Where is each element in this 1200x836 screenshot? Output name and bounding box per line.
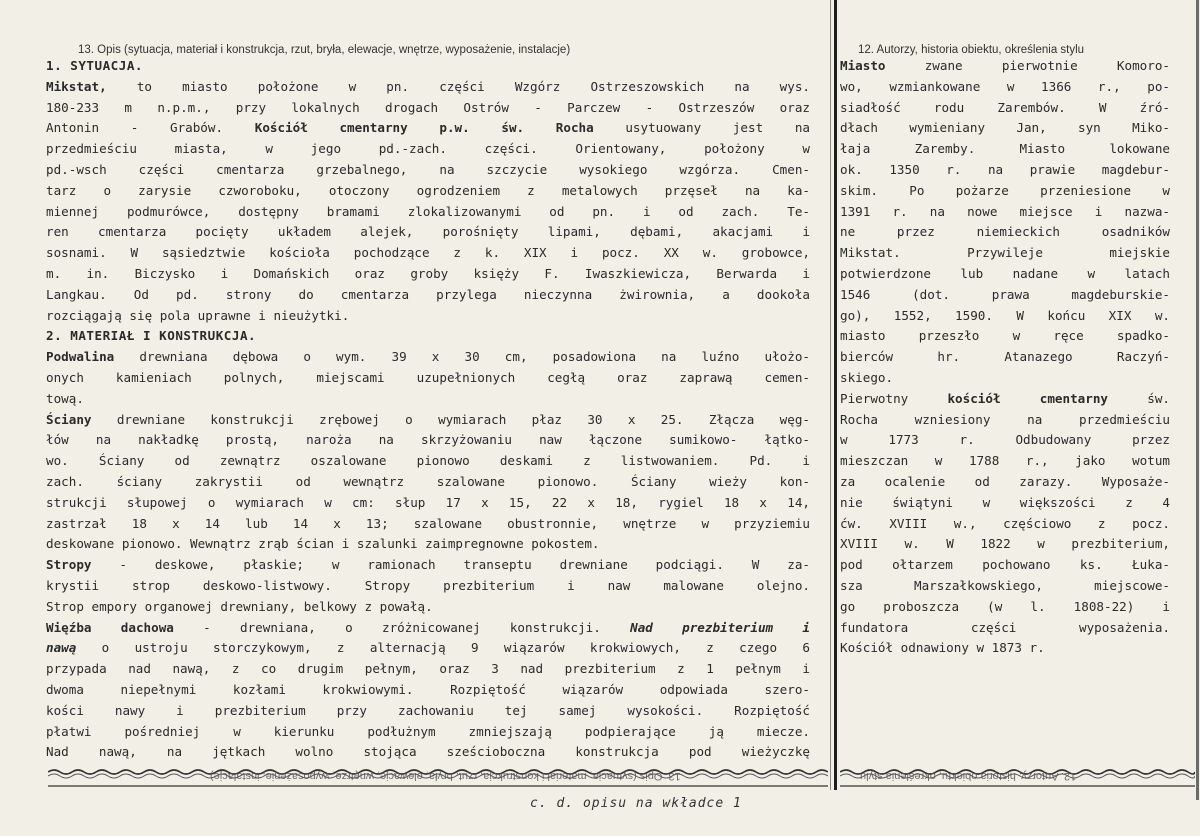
body-text: miasto przeszło w ręce spadko- — [840, 328, 1170, 344]
section-12-header: 12. Autorzy, historia obiektu, określenia stylu — [858, 44, 1085, 56]
body-text: Antonin - Grabów. — [46, 120, 255, 136]
body-text: XVIII w. W 1822 w prezbiterium, — [840, 536, 1170, 552]
text-line — [46, 742, 810, 763]
body-text: deskowane pionowo. Wewnątrz zrąb ścian i szalunki zaimpregnowne pokostem. — [46, 536, 600, 552]
body-text: pod ołtarzem pochowano ks. Łuka- — [840, 557, 1170, 573]
text-line — [840, 264, 1170, 285]
text-line — [46, 77, 810, 98]
body-text: drewniana dębowa o wym. 39 x 30 cm, posadowiona na luźno ułożo- — [114, 349, 810, 365]
text-line — [840, 285, 1170, 306]
text-line — [46, 264, 810, 285]
text-line — [46, 576, 810, 597]
body-text: wo, wzmiankowane w 1366 r., po- — [840, 78, 1170, 94]
body-text: Langkau. Od pd. strony do cmentarza przylega nieczynna żwirownia, a dookoła — [46, 286, 810, 302]
body-text: go), 1552, 1590. W końcu XIX w. — [840, 307, 1170, 323]
text-line — [840, 139, 1170, 160]
body-text: skim. Po pożarze przeniesione w — [840, 182, 1170, 198]
section-heading: 1. SYTUACJA. — [46, 58, 143, 73]
text-line — [840, 597, 1170, 618]
emphasis-text: Ściany — [46, 411, 92, 427]
body-text: krystii strop deskowo-listwowy. Stropy prezbiterium i naw malowane olejno. — [46, 577, 810, 593]
text-line — [840, 243, 1170, 264]
text-line — [46, 98, 810, 119]
text-line — [840, 430, 1170, 451]
text-line — [46, 139, 810, 160]
text-line — [840, 534, 1170, 555]
body-text: fundatora części wyposażenia. — [840, 619, 1170, 635]
body-text: dwoma niepełnymi kozłami krokwiowymi. Rozpiętość wiązarów odpowiada szero- — [46, 681, 810, 697]
text-line — [46, 181, 810, 202]
body-text: skiego. — [840, 369, 894, 385]
body-text: sosnami. W sąsiedztwie kościoła pochodzące z k. XIX i pocz. XX w. grobowce, — [46, 245, 810, 261]
column-divider — [834, 0, 837, 790]
text-line — [46, 118, 810, 139]
body-text: rozciągają się pola uprawne i nieużytki. — [46, 307, 350, 323]
emphasis-text: Kościół cmentarny p.w. św. Rocha — [254, 120, 594, 136]
body-text: zach. ściany zakrystii od wewnątrz szalowane pionowo. Ściany wieży kon- — [46, 473, 810, 489]
text-line — [46, 618, 810, 639]
text-line — [840, 77, 1170, 98]
history-column — [840, 56, 1170, 659]
text-line — [840, 618, 1170, 639]
text-line — [840, 160, 1170, 181]
column-divider-thin — [830, 0, 831, 790]
body-text: przypada nad nawą, z co drugim pełnym, oraz 3 nad prezbiterium z 1 pełnym i — [46, 661, 810, 677]
body-text: sza Marszałkowskiego, miejscowe- — [840, 577, 1170, 593]
text-line — [46, 597, 810, 618]
emphasis-text: Stropy — [46, 557, 92, 573]
body-text: przedmieściu miasta, w jego pd.-zach. części. Orientowany, położony w — [46, 141, 810, 157]
body-text: 180-233 m n.p.m., przy lokalnych drogach Ostrów - Parczew - Ostrzeszów oraz — [46, 99, 810, 115]
body-text: kości nawy i prezbiterium przy zachowaniu tej samej wysokości. Rozpiętość — [46, 702, 810, 718]
text-line — [840, 56, 1170, 77]
text-line — [46, 493, 810, 514]
section-13-header: 13. Opis (sytuacja, materiał i konstrukcja, rzut, bryła, elewacje, wnętrze, wyposażenie, instalacje) — [78, 44, 571, 56]
text-line — [46, 347, 810, 368]
text-line — [840, 306, 1170, 327]
text-line — [46, 659, 810, 680]
text-line — [46, 701, 810, 722]
text-line — [840, 347, 1170, 368]
body-text: zwane pierwotnie Komoro- — [885, 58, 1170, 73]
body-text: wo. Ściany od zewnątrz oszalowane pionowo deskami z listwowaniem. Pd. i — [46, 453, 810, 469]
continuation-note: c. d. opisu na wkładce 1 — [530, 796, 742, 811]
text-line — [840, 514, 1170, 535]
body-text: go proboszcza (w l. 1808-22) i — [840, 598, 1170, 614]
body-text: ok. 1350 r. na prawie magdebur- — [840, 161, 1170, 177]
text-line — [46, 451, 810, 472]
body-text: to miasto położone w pn. części Wzgórz Ostrzeszowskich na wys. — [106, 78, 810, 94]
text-line — [840, 410, 1170, 431]
text-line — [840, 451, 1170, 472]
emphasis-text: Miasto — [840, 58, 886, 73]
text-line — [46, 202, 810, 223]
emphasis-text: Więźba dachowa — [46, 619, 174, 635]
emphasis-text: Mikstat, — [46, 78, 107, 94]
body-text: łów na nakładkę prostą, naroża na skrzyżowaniu naw łączone sumikowo- łątko- — [46, 432, 810, 448]
body-text: onych kamieniach polnych, miejscami uzupełnionych cegłą oraz zaprawą cemen- — [46, 369, 810, 385]
body-text: o ustroju storczykowym, z alternacją 9 wiązarów krokwiowych, z czego 6 — [76, 640, 810, 656]
body-text: bierców hr. Atanazego Raczyń- — [840, 349, 1170, 365]
body-text: drewniane konstrukcji zrębowej o wymiarach płaz 30 x 25. Złącza węg- — [91, 411, 810, 427]
body-text: miennej podmurówce, dostępny bramami zlokalizowanymi od pn. i od zach. Te- — [46, 203, 810, 219]
body-text: płatwi pośredniej w kierunku podłużnym zmniejszają podpierające ją miecze. — [46, 723, 810, 739]
text-line — [46, 285, 810, 306]
text-line — [46, 222, 810, 243]
text-line — [840, 202, 1170, 223]
text-line — [840, 576, 1170, 597]
text-line — [46, 638, 810, 659]
text-line — [46, 472, 810, 493]
text-line — [46, 534, 810, 555]
text-line — [840, 222, 1170, 243]
text-line — [46, 368, 810, 389]
emphasis-text: Podwalina — [46, 349, 115, 365]
text-line — [840, 368, 1170, 389]
body-text: usytuowany jest na — [593, 120, 810, 136]
body-text: pd.-wsch części cmentarza grzebalnego, na szczycie wysokiego wzgórza. Cmen- — [46, 161, 810, 177]
body-text: dłach wymieniany Jan, syn Miko- — [840, 120, 1170, 136]
text-line — [840, 98, 1170, 119]
body-text: 1546 (dot. prawa magdeburskie- — [840, 286, 1170, 302]
section-heading: 2. MATERIAŁ I KONSTRUKCJA. — [46, 328, 257, 344]
body-text: ćw. XVIII w., częściowo z pocz. — [840, 515, 1170, 531]
text-line — [46, 306, 810, 327]
right-edge-line — [1196, 0, 1199, 800]
body-text: siadłość rodu Zarembów. W źró- — [840, 99, 1170, 115]
mirrored-header-right: 12. Autorzy, historia obiektu, określenia stylu — [860, 770, 1077, 782]
text-line — [46, 722, 810, 743]
text-line — [46, 514, 810, 535]
text-line — [840, 472, 1170, 493]
body-text: tową. — [46, 390, 84, 406]
body-text: za ocalenie od zarazy. Wyposaże- — [840, 473, 1170, 489]
body-text: mieszczan w 1788 r., jako wotum — [840, 453, 1170, 469]
body-text: łaja Zaremby. Miasto lokowane — [840, 141, 1170, 157]
body-text: nie świątyni w większości z 4 — [840, 494, 1170, 510]
body-text: Nad nawą, na jętkach wolno stojąca sześcioboczna konstrukcja pod wieżyczkę — [46, 744, 810, 760]
body-text: zastrzał 18 x 14 lub 14 x 13; szalowane obustronnie, wnętrze w przyziemiu — [46, 515, 810, 531]
body-text: potwierdzone lub nadane w latach — [840, 265, 1170, 281]
body-text: Mikstat. Przywileje miejskie — [840, 245, 1170, 261]
emphasis-text: kościół cmentarny — [947, 390, 1109, 406]
text-line — [46, 555, 810, 576]
mirrored-header-left: 13. Opis (sytuacja, materiał i konstrukcja, rzut, bryła, elewacje, wnętrze, wyposażenie, instalacje) — [210, 770, 681, 782]
body-text: w 1773 r. Odbudowany przez — [840, 432, 1170, 448]
body-text: Kościół odnawiony w 1873 r. — [840, 640, 1045, 656]
text-line — [840, 118, 1170, 139]
body-text: m. in. Biczysko i Domańskich oraz groby księży F. Iwaszkiewicza, Berwarda i — [46, 265, 810, 281]
body-text: Pierwotny — [840, 390, 948, 406]
text-line — [840, 389, 1170, 410]
body-text: 1391 r. na nowe miejsce i nazwa- — [840, 203, 1170, 219]
text-line — [840, 638, 1170, 659]
text-line — [46, 410, 810, 431]
text-line — [840, 326, 1170, 347]
body-text: - deskowe, płaskie; w ramionach transeptu drewniane podciągi. W za- — [91, 557, 810, 573]
text-line — [46, 243, 810, 264]
text-line — [46, 680, 810, 701]
text-line — [840, 555, 1170, 576]
body-text: św. — [1108, 390, 1170, 406]
text-line — [840, 493, 1170, 514]
text-line — [46, 160, 810, 181]
body-text: Rocha wzniesiony na przedmieściu — [840, 411, 1170, 427]
description-column — [46, 56, 810, 763]
text-line — [46, 430, 810, 451]
body-text: tarz o zarysie czworoboku, otoczony ogrodzeniem z metalowych przęseł na ka- — [46, 182, 810, 198]
emphasis-text: nawą — [46, 640, 77, 656]
body-text: Strop empory organowej drewniany, belkowy z powałą. — [46, 598, 433, 614]
text-line — [46, 389, 810, 410]
emphasis-text: Nad prezbiterium i — [630, 619, 810, 635]
body-text: ne przez niemieckich osadników — [840, 224, 1170, 240]
text-line — [840, 181, 1170, 202]
body-text: strukcji słupowej o wymiarach w cm: słup 17 x 15, 22 x 18, rygiel 18 x 14, — [46, 494, 810, 510]
body-text: ren cmentarza pocięty układem alejek, porośnięty lipami, dębami, akacjami i — [46, 224, 810, 240]
body-text: - drewniana, o zróżnicowanej konstrukcji. — [173, 619, 631, 635]
